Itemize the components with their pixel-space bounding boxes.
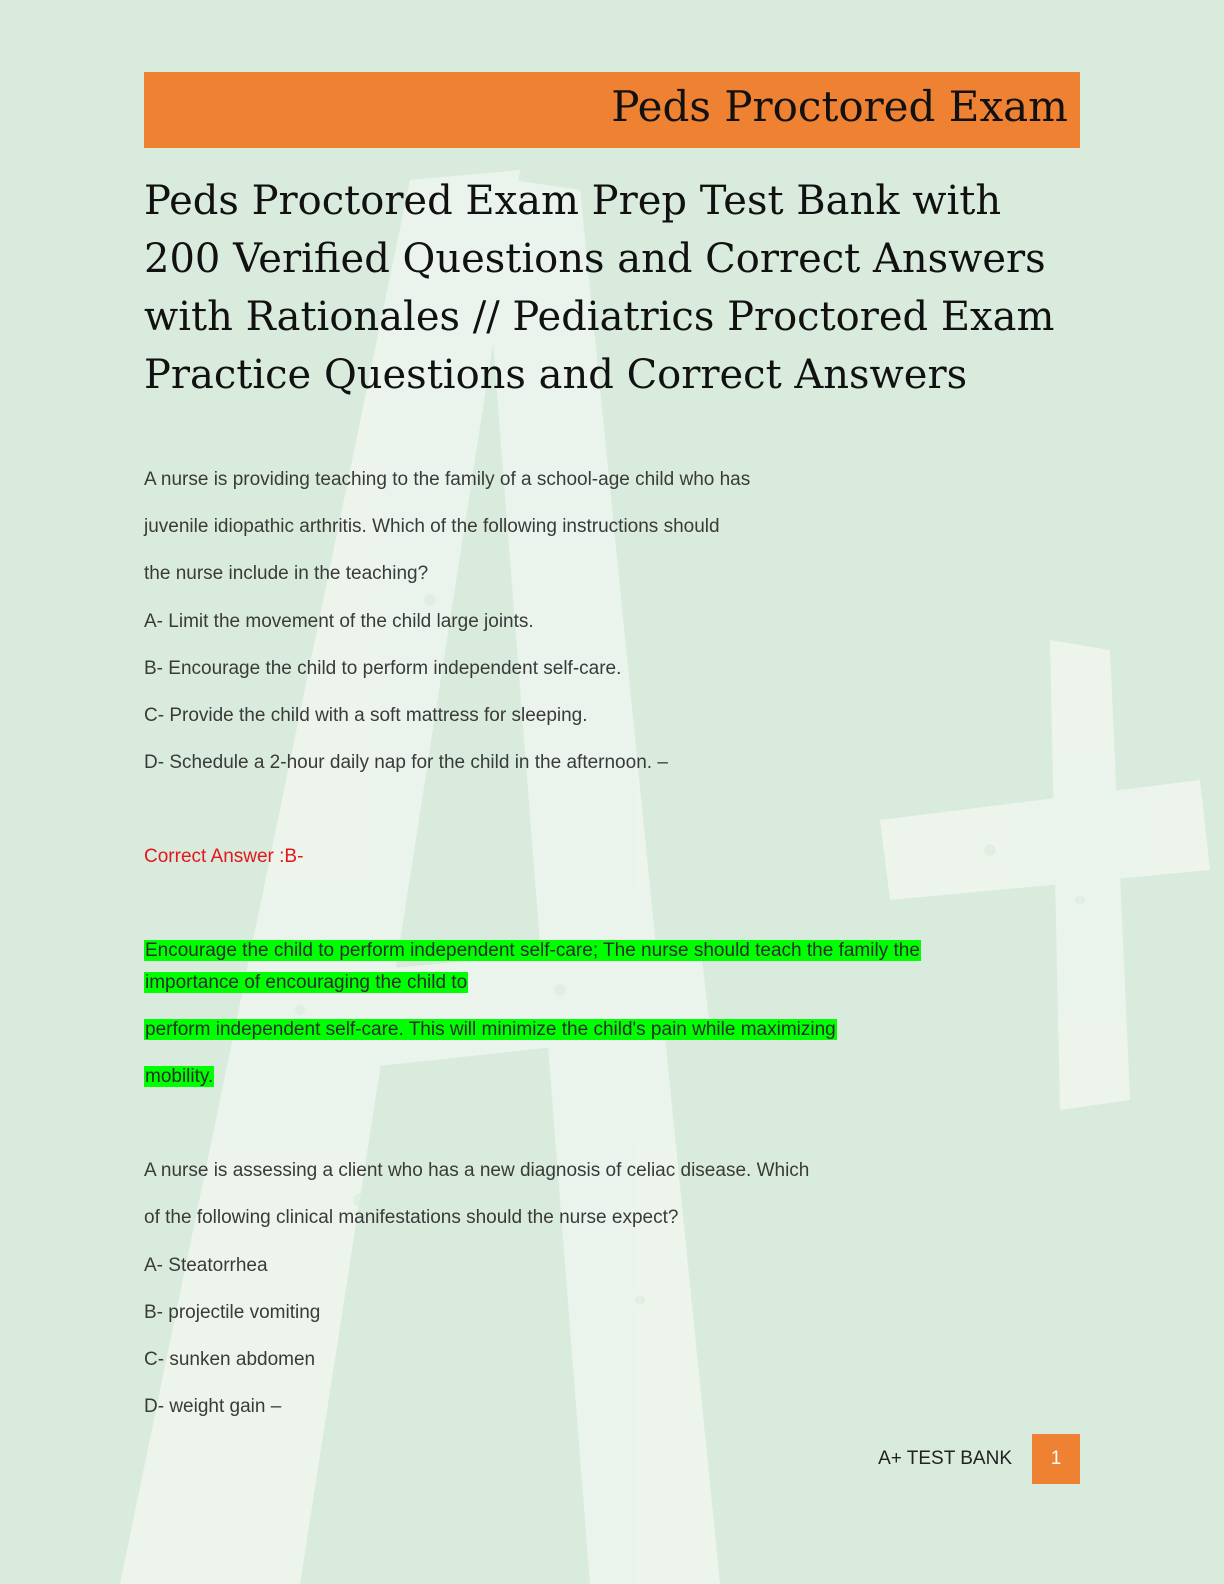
page-number-badge: 1 bbox=[1032, 1434, 1080, 1484]
q2-option-b: B- projectile vomiting bbox=[144, 1302, 321, 1323]
q1-stem-line-2: juvenile idiopathic arthritis. Which of the following instructions should bbox=[144, 516, 720, 537]
q1-option-c: C- Provide the child with a soft mattress for sleeping. bbox=[144, 705, 588, 726]
q1-option-a: A- Limit the movement of the child large joints. bbox=[144, 611, 534, 632]
q2-option-a: A- Steatorrhea bbox=[144, 1255, 268, 1276]
document-title: Peds Proctored Exam Prep Test Bank with 200 Verified Questions and Correct Answers with Rationales // Pediatrics Proctored Exam Practice Questions and Correct Answers bbox=[144, 178, 1055, 398]
q2-stem-line-2: of the following clinical manifestations should the nurse expect? bbox=[144, 1207, 679, 1228]
highlighted-text: perform independent self-care. This will minimize the child's pain while maximizing bbox=[145, 1019, 836, 1040]
header-title: Peds Proctored Exam bbox=[611, 82, 1068, 131]
q1-rationale-line-1 bbox=[144, 939, 921, 963]
q2-option-c: C- sunken abdomen bbox=[144, 1349, 316, 1370]
q1-rationale-line-4 bbox=[144, 1065, 214, 1089]
q1-rationale-line-2 bbox=[144, 971, 468, 995]
highlighted-text: importance of encouraging the child to bbox=[145, 972, 468, 993]
q1-option-b: B- Encourage the child to perform independent self-care. bbox=[144, 658, 622, 679]
q2-stem-line-1: A nurse is assessing a client who has a new diagnosis of celiac disease. Which bbox=[144, 1160, 810, 1181]
footer-label: A+ TEST BANK bbox=[878, 1448, 1012, 1469]
header-bar bbox=[144, 72, 1080, 148]
q2-option-d: D- weight gain – bbox=[144, 1396, 282, 1417]
q1-option-d: D- Schedule a 2-hour daily nap for the child in the afternoon. – bbox=[144, 752, 668, 773]
highlighted-text: mobility. bbox=[145, 1066, 214, 1087]
q1-stem-line-3: the nurse include in the teaching? bbox=[144, 563, 429, 584]
q1-rationale-line-3 bbox=[144, 1018, 837, 1042]
highlighted-text: Encourage the child to perform independent self-care; The nurse should teach the family the bbox=[145, 940, 920, 961]
q1-correct-answer: Correct Answer :B- bbox=[144, 846, 304, 867]
q1-stem-line-1: A nurse is providing teaching to the family of a school-age child who has bbox=[144, 469, 751, 490]
